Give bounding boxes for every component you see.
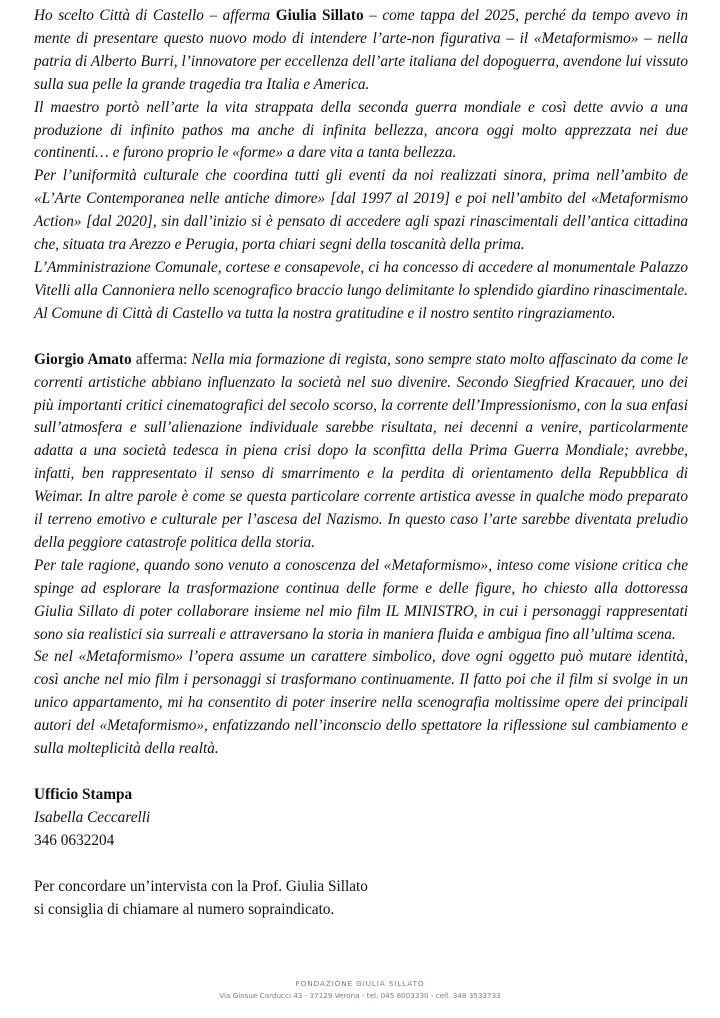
colon: : xyxy=(183,350,192,368)
paragraph-uniformity xyxy=(34,165,688,257)
interview-note xyxy=(34,876,688,922)
press-release-body xyxy=(34,5,688,922)
speaker-name: Giorgio Amato xyxy=(34,350,132,368)
footer-organization: FONDAZIONE GIULIA SILLATO xyxy=(295,979,425,988)
paragraph-text: Il maestro portò nell’arte la vita strappata della seconda guerra mondiale e così dette avvio a una produzione di infinito pathos ma anche di infinita bellezza, ancora oggi molto apprezzata nei due continenti… e furono proprio le «forme» a dare vita a tanta bellezza. xyxy=(34,98,688,162)
quote-text: – come tappa del 2025, perché da tempo avevo in mente di presentare questo nuovo modo di intendere l’arte-non figurativa – il «Metaformismo» – nella patria di Alberto Burri, l’innovatore per eccellenza dell’arte italiana del dopoguerra, avendone lui vissuto sulla sua pelle la grande tragedia tra Italia e America. xyxy=(34,7,688,93)
paragraph-text: L’Amministrazione Comunale, cortese e consapevole, ci ha concesso di accedere al monumentale Palazzo Vitelli alla Cannoniera nello scenografico braccio lungo delimitante lo splendido giardino rinascimentale. Al Comune di Città di Castello va tutta la nostra gratitudine e il nostro sentito ringraziamento. xyxy=(34,258,688,322)
paragraph-symbolic xyxy=(34,646,688,761)
paragraph-sillato-statement xyxy=(34,5,688,97)
paragraph-spacer xyxy=(34,761,688,784)
quote-text: Nella mia formazione di regista, sono sempre stato molto affascinato da come le correnti artistiche abbiano influenzato la società nel suo divenire. Secondo Siegfried Kracauer, uno dei più importanti critici cinematografici del secolo scorso, la corrente dell’Impressionismo, con la sua enfasi sull’atmosfera e sull’alienazione individuale sarebbe risultata, nei decenni a venire, particolarmente adatta a una società tedesca in piena crisi dopo la sconfitta della Prima Guerra Mondiale; avrebbe, infatti, ben rappresentato il senso di smarrimento e la perdita di orientamento della Repubblica di Weimar. In altre parole è come se questa particolare corrente artistica avesse in qualche modo preparato il terreno emotivo e culturale per l’ascesa del Nazismo. In questo caso l’arte sarebbe diventata preludio della peggiore catastrofe politica della storia. xyxy=(34,350,688,551)
quote-text: Ho scelto Città di Castello – afferma xyxy=(34,7,276,24)
press-office-heading: Ufficio Stampa xyxy=(34,786,133,803)
footer-address: Via Giosue Carducci 43 - 37129 Verona - tel. 045 8003330 - cell. 348 3533733 xyxy=(219,991,501,1000)
verb-text: afferma xyxy=(131,350,184,368)
press-contact-name: Isabella Ceccarelli xyxy=(34,808,151,826)
paragraph-amato-statement xyxy=(34,349,688,555)
paragraph-spacer xyxy=(34,853,688,876)
paragraph-metaformismo-film xyxy=(34,555,688,647)
press-phone: 346 0632204 xyxy=(34,831,115,849)
paragraph-spacer xyxy=(34,326,688,349)
interview-line-1: Per concordare un’intervista con la Prof. Giulia Sillato xyxy=(34,877,368,895)
paragraph-burri xyxy=(34,97,688,166)
paragraph-text: Per l’uniformità culturale che coordina tutti gli eventi da noi realizzati sinora, prima nell’ambito de «L’Arte Contemporanea nelle antiche dimore» [dal 1997 al 2019] e poi nell’ambito del «Metaformismo Action» [dal 2020], sin dall’inizio si è pensato di accedere agli spazi rinascimentali dell’antica cittadina che, situata tra Arezzo e Perugia, porta chiari segni della toscanità della prima. xyxy=(34,167,688,254)
paragraph-text: Per tale ragione, quando sono venuto a conoscenza del «Metaformismo», inteso come visione critica che spinge ad esplorare la trasformazione continua delle forme e delle figure, ho chiesto alla dottoressa Giulia Sillato di poter collaborare insieme nel mio film IL MINISTRO, in cui i personaggi rappresentati sono sia realistici sia surreali e attraversano la storia in maniera fluida e ambigua fino all’ultima scena. xyxy=(34,556,688,643)
paragraph-text: Se nel «Metaformismo» l’opera assume un carattere simbolico, dove ogni oggetto può mutare identità, così anche nel mio film i personaggi si trasformano continuamente. Il fatto poi che il film si svolge in un unico appartamento, mi ha consentito di poter inserire nella scenografia moltissime opere dei principali autori del «Metaformismo», enfatizzando nell’inconscio dello spettatore la riflessione sul cambiamento e sulla molteplicità della realtà. xyxy=(34,648,688,758)
speaker-name: Giulia Sillato xyxy=(275,7,364,24)
press-office-block xyxy=(34,784,688,853)
paragraph-administration xyxy=(34,257,688,326)
interview-line-2: si consiglia di chiamare al numero sopraindicato. xyxy=(34,900,335,918)
